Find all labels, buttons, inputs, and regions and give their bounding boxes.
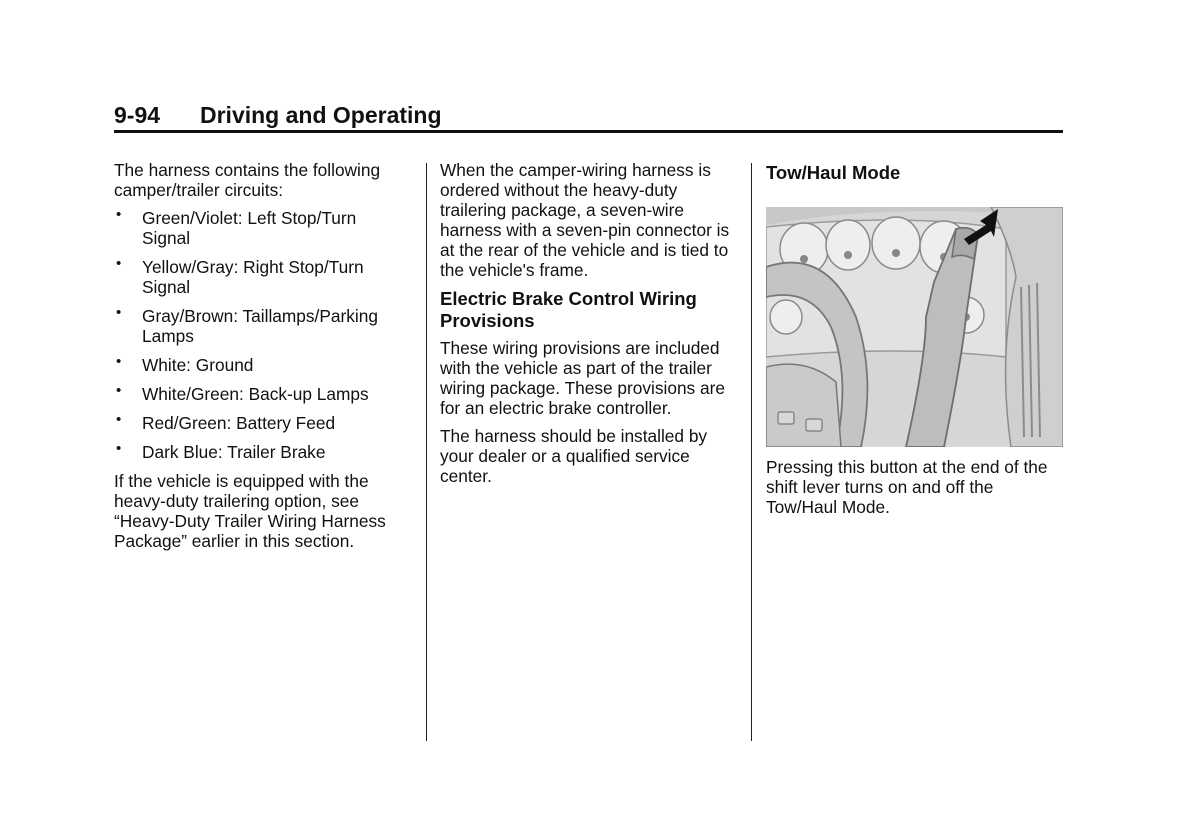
list-item-text: Green/Violet: Left Stop/Turn Signal	[142, 208, 357, 248]
list-item	[114, 257, 406, 297]
bullet-icon: •	[116, 440, 122, 457]
bullet-icon: •	[116, 255, 122, 272]
body-paragraph: The harness should be installed by your dealer or a qualified service center.	[440, 426, 708, 486]
column-divider	[426, 163, 427, 741]
bullet-icon: •	[116, 304, 122, 321]
intro-paragraph: The harness contains the following camper/trailer circuits:	[114, 160, 381, 200]
list-item	[114, 413, 406, 433]
body-paragraph: When the camper-wiring harness is ordered without the heavy-duty trailering package, a seven-wire harness with a seven-pin connector is at the rear of the vehicle and is tied to the vehicle's frame.	[440, 160, 730, 280]
bullet-icon: •	[116, 206, 122, 223]
bullet-icon: •	[116, 353, 122, 370]
note-paragraph: If the vehicle is equipped with the heavy-duty trailering option, see “Heavy-Duty Trailer Wiring Harness Package” earlier in this section.	[114, 471, 386, 551]
shift-lever-illustration	[766, 207, 1063, 447]
column-divider	[751, 163, 752, 741]
list-item	[114, 442, 406, 462]
list-item	[114, 355, 406, 375]
body-paragraph: These wiring provisions are included with the vehicle as part of the trailer wiring package. These provisions are for an electric brake controller.	[440, 338, 725, 418]
subsection-heading: Electric Brake Control Wiring Provisions	[440, 288, 697, 331]
section-title: Driving and Operating	[200, 102, 442, 128]
bullet-icon: •	[116, 411, 122, 428]
list-item-text: Yellow/Gray: Right Stop/Turn Signal	[142, 257, 364, 297]
page-header	[114, 100, 1063, 133]
list-item-text: Red/Green: Battery Feed	[142, 413, 336, 433]
column-1	[114, 160, 406, 559]
column-3	[766, 160, 1063, 190]
list-item	[114, 384, 406, 404]
figure-caption: Pressing this button at the end of the shift lever turns on and off the Tow/Haul Mode.	[766, 457, 1048, 517]
list-item	[114, 208, 406, 248]
column-2	[440, 160, 735, 494]
list-item	[114, 306, 406, 346]
list-item-text: Dark Blue: Trailer Brake	[142, 442, 326, 462]
page-number: 9-94	[114, 102, 161, 128]
list-item-text: White: Ground	[142, 355, 254, 375]
bullet-icon: •	[116, 382, 122, 399]
list-item-text: Gray/Brown: Taillamps/Parking Lamps	[142, 306, 378, 346]
subsection-heading: Tow/Haul Mode	[766, 162, 901, 183]
circuit-list	[114, 208, 406, 462]
list-item-text: White/Green: Back-up Lamps	[142, 384, 369, 404]
